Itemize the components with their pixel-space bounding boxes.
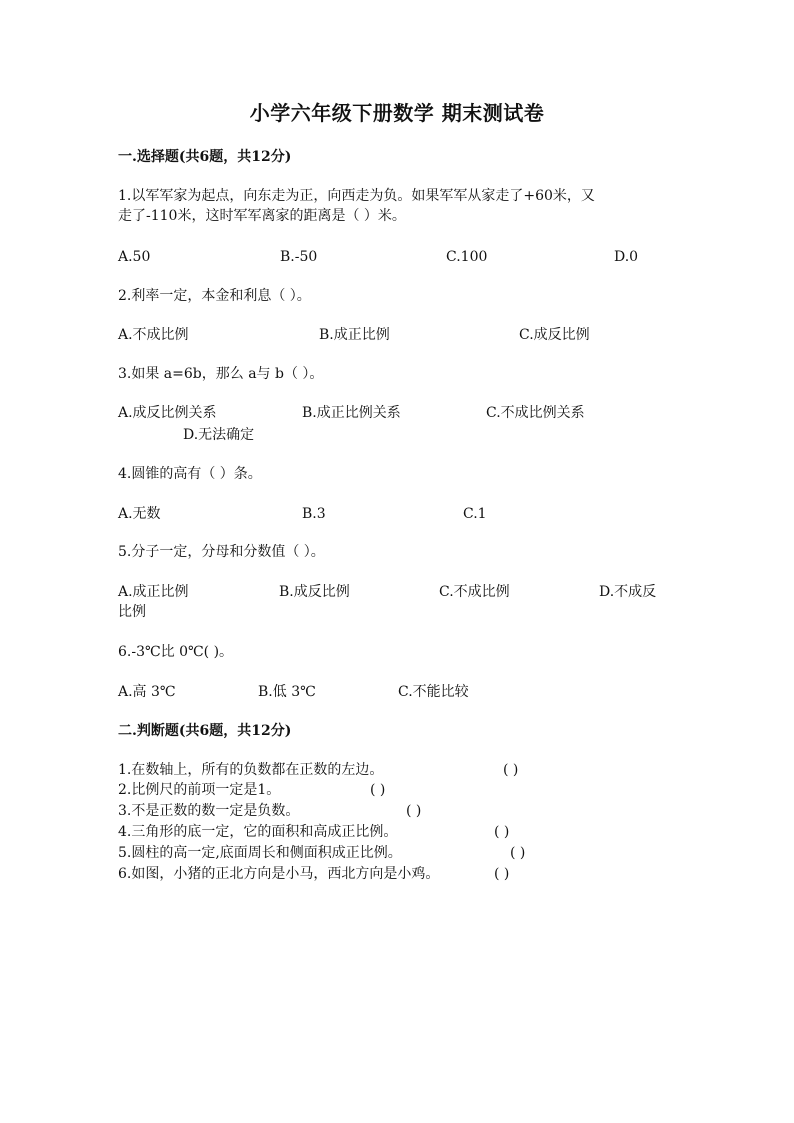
judgement-3-text: 3.不是正数的数一定是负数。 xyxy=(118,803,300,819)
question-5-option-d[interactable]: D.不成反 xyxy=(599,584,657,600)
judgement-2-text: 2.比例尺的前项一定是1。 xyxy=(118,782,281,798)
question-1-option-c[interactable]: C.100 xyxy=(446,249,488,265)
question-6-line-1: 6.-3℃比 0℃( )。 xyxy=(118,644,234,660)
judgement-4-text: 4.三角形的底一定，它的面积和高成正比例。 xyxy=(118,824,398,840)
judgement-5-text: 5.圆柱的高一定,底面周长和侧面积成正比例。 xyxy=(118,845,402,861)
question-3-option-c[interactable]: C.不成比例关系 xyxy=(486,405,585,421)
judgement-4-blank[interactable]: ( ) xyxy=(494,824,510,840)
section-heading-choice: 一.选择题(共6题，共12分) xyxy=(118,149,292,165)
question-1-option-a[interactable]: A.50 xyxy=(118,249,151,265)
question-4-line-1: 4.圆锥的高有（ ）条。 xyxy=(118,466,262,482)
question-6-option-c[interactable]: C.不能比较 xyxy=(398,684,469,700)
question-3-option-d[interactable]: D.无法确定 xyxy=(183,427,255,443)
judgement-3-blank[interactable]: ( ) xyxy=(406,803,422,819)
question-5-line-1: 5.分子一定，分母和分数值（ ）。 xyxy=(118,544,325,560)
question-4-option-a[interactable]: A.无数 xyxy=(118,506,161,522)
question-6-option-a[interactable]: A.高 3℃ xyxy=(118,684,176,700)
question-5-option-a[interactable]: A.成正比例 xyxy=(118,584,189,600)
question-3-option-b[interactable]: B.成正比例关系 xyxy=(302,405,401,421)
question-3-line-1: 3.如果 a=6b，那么 a与 b（ ）。 xyxy=(118,366,324,382)
judgement-1-blank[interactable]: ( ) xyxy=(503,762,519,778)
question-6-option-b[interactable]: B.低 3℃ xyxy=(258,684,316,700)
question-4-option-c[interactable]: C.1 xyxy=(463,506,487,522)
question-2-line-1: 2.利率一定，本金和利息（ ）。 xyxy=(118,288,311,304)
question-2-option-a[interactable]: A.不成比例 xyxy=(118,327,189,343)
question-2-option-b[interactable]: B.成正比例 xyxy=(319,327,390,343)
section-heading-judgement: 二.判断题(共6题，共12分) xyxy=(118,723,292,739)
question-1-line-2: 走了-110米，这时军军离家的距离是（ ）米。 xyxy=(118,208,406,224)
question-5-option-c[interactable]: C.不成比例 xyxy=(439,584,510,600)
judgement-6-text: 6.如图，小猪的正北方向是小马，西北方向是小鸡。 xyxy=(118,866,440,882)
judgement-1-text: 1.在数轴上，所有的负数都在正数的左边。 xyxy=(118,762,384,778)
judgement-6-blank[interactable]: ( ) xyxy=(494,866,510,882)
question-1-line-1: 1.以军军家为起点，向东走为正，向西走为负。如果军军从家走了+60米，又 xyxy=(118,188,595,204)
question-3-option-a[interactable]: A.成反比例关系 xyxy=(118,405,217,421)
question-1-option-d[interactable]: D.0 xyxy=(614,249,639,265)
question-4-option-b[interactable]: B.3 xyxy=(302,506,326,522)
page-title: 小学六年级下册数学 期末测试卷 xyxy=(249,101,545,125)
judgement-5-blank[interactable]: ( ) xyxy=(510,845,526,861)
question-1-option-b[interactable]: B.-50 xyxy=(280,249,318,265)
question-5-option-b[interactable]: B.成反比例 xyxy=(279,584,350,600)
question-5-option-d-wrap: 比例 xyxy=(118,604,146,620)
judgement-2-blank[interactable]: ( ) xyxy=(370,782,386,798)
question-2-option-c[interactable]: C.成反比例 xyxy=(519,327,590,343)
